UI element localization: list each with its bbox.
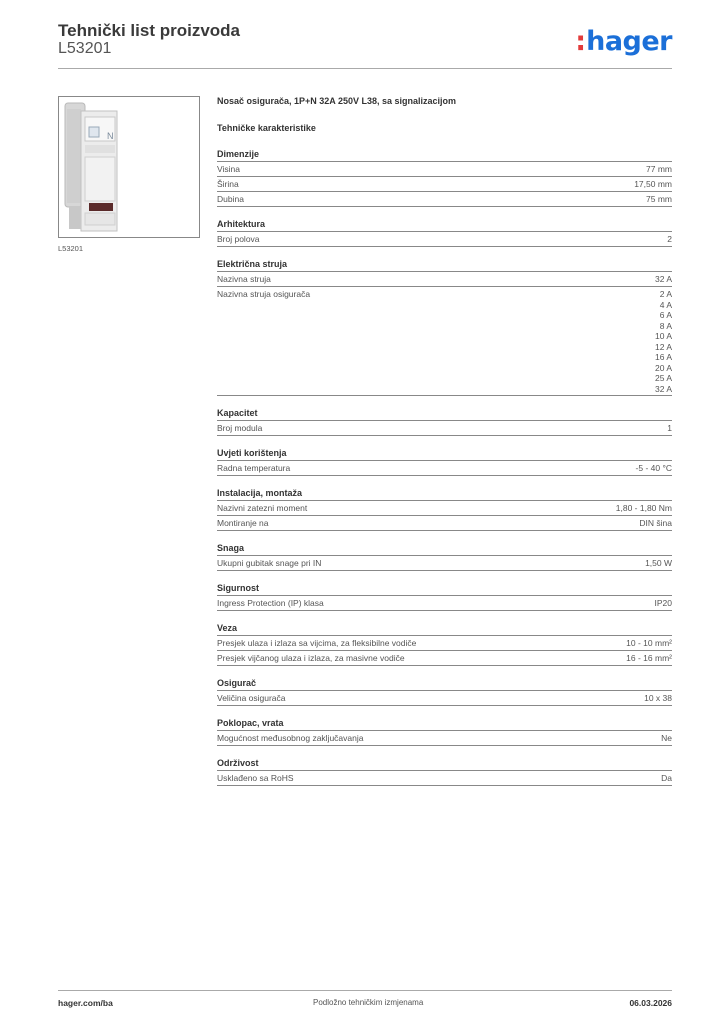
- spec-group: [217, 583, 672, 611]
- footer-date: 06.03.2026: [629, 998, 672, 1008]
- spec-label: Broj polova: [217, 234, 260, 244]
- spec-value-item: 8 A: [659, 320, 672, 331]
- logo-dot: :: [575, 26, 587, 57]
- spec-group-title: Kapacitet: [217, 408, 672, 421]
- spec-value-item: 77 mm: [646, 164, 672, 174]
- spec-row: [217, 232, 672, 247]
- spec-row: [217, 771, 672, 786]
- spec-group-title: Električna struja: [217, 259, 672, 272]
- spec-value-item: 16 - 16 mm²: [626, 653, 672, 663]
- spec-value-item: Da: [661, 773, 672, 783]
- spec-label: Nazivna struja: [217, 274, 271, 284]
- spec-group: [217, 488, 672, 531]
- spec-value-item: 4 A: [659, 299, 672, 310]
- spec-label: Širina: [217, 179, 239, 189]
- footer-divider: [58, 990, 672, 991]
- spec-value-item: 1,50 W: [645, 558, 672, 568]
- spec-group-title: Snaga: [217, 543, 672, 556]
- spec-value: [655, 289, 672, 394]
- spec-row: [217, 272, 672, 287]
- spec-group-title: Održivost: [217, 758, 672, 771]
- spec-value: [636, 463, 672, 474]
- spec-content: [217, 94, 672, 786]
- product-image: [58, 96, 200, 238]
- spec-group-title: Poklopac, vrata: [217, 718, 672, 731]
- spec-row: [217, 421, 672, 436]
- spec-group: [217, 758, 672, 786]
- spec-group-title: Dimenzije: [217, 149, 672, 162]
- spec-row: [217, 556, 672, 571]
- spec-label: Nazivna struja osigurača: [217, 289, 311, 299]
- spec-value-item: 2 A: [659, 289, 672, 299]
- spec-value-item: -5 - 40 °C: [635, 463, 672, 473]
- spec-group-title: Veza: [217, 623, 672, 636]
- spec-value-item: 32 A: [654, 383, 672, 394]
- spec-value: [667, 423, 672, 434]
- spec-row: [217, 691, 672, 706]
- spec-value-item: 75 mm: [646, 194, 672, 204]
- spec-value: [626, 638, 672, 649]
- spec-row: [217, 731, 672, 746]
- spec-label: Veličina osigurača: [217, 693, 286, 703]
- spec-label: Radna temperatura: [217, 463, 291, 473]
- hager-logo[interactable]: [575, 26, 672, 57]
- spec-label: Presjek vijčanog ulaza i izlaza, za masivne vodiče: [217, 653, 405, 663]
- spec-value: [655, 598, 673, 609]
- spec-value-item: 16 A: [654, 352, 672, 362]
- spec-value-item: 25 A: [654, 373, 672, 383]
- fuse-holder-illustration: [59, 97, 199, 237]
- header-divider: [58, 68, 672, 69]
- spec-row: [217, 177, 672, 192]
- svg-text:N: N: [107, 131, 114, 141]
- spec-value-item: 1,80 - 1,80 Nm: [615, 503, 672, 513]
- spec-label: Presjek ulaza i izlaza sa vijcima, za fleksibilne vodiče: [217, 638, 417, 648]
- spec-row: [217, 287, 672, 396]
- footer-notice: Podložno tehničkim izmjenama: [313, 998, 424, 1007]
- spec-value-item: 32 A: [654, 274, 672, 284]
- spec-label: Broj modula: [217, 423, 263, 433]
- spec-group: [217, 718, 672, 746]
- page-title: Tehnički list proizvoda: [58, 21, 240, 40]
- spec-value-item: Ne: [661, 733, 672, 743]
- spec-value: [661, 773, 672, 784]
- spec-row: [217, 651, 672, 666]
- spec-value: [667, 234, 672, 245]
- image-caption: L53201: [58, 244, 84, 253]
- spec-row: [217, 461, 672, 476]
- spec-row: [217, 596, 672, 611]
- spec-value: [626, 653, 672, 664]
- spec-value-item: 2: [667, 234, 672, 244]
- spec-value: [645, 558, 672, 569]
- spec-group: [217, 408, 672, 436]
- spec-value-item: 10 x 38: [644, 693, 672, 703]
- footer-website-link[interactable]: hager.com/ba: [58, 998, 113, 1008]
- spec-group: [217, 448, 672, 476]
- spec-value: [661, 733, 672, 744]
- section-title: Tehničke karakteristike: [217, 123, 316, 133]
- spec-value-item: 10 - 10 mm²: [626, 638, 672, 648]
- spec-label: Visina: [217, 164, 240, 174]
- spec-groups: [217, 149, 672, 786]
- spec-value: [655, 274, 672, 285]
- spec-row: [217, 636, 672, 651]
- product-code: L53201: [58, 40, 112, 57]
- spec-label: Ukupni gubitak snage pri IN: [217, 558, 322, 568]
- spec-value-item: 20 A: [654, 362, 672, 373]
- spec-value: [644, 693, 672, 704]
- spec-value-item: 17,50 mm: [634, 179, 672, 189]
- spec-row: [217, 501, 672, 516]
- spec-value-item: 6 A: [659, 310, 672, 320]
- spec-group: [217, 219, 672, 247]
- spec-group-title: Arhitektura: [217, 219, 672, 232]
- logo-text: hager: [586, 26, 672, 57]
- spec-label: Mogućnost međusobnog zaključavanja: [217, 733, 364, 743]
- spec-value: [646, 194, 672, 205]
- spec-label: Nazivni zatezni moment: [217, 503, 308, 513]
- spec-value: [616, 503, 672, 514]
- spec-label: Dubina: [217, 194, 244, 204]
- spec-group: [217, 149, 672, 207]
- spec-group: [217, 678, 672, 706]
- spec-group: [217, 259, 672, 396]
- spec-value-item: 10 A: [654, 331, 672, 341]
- spec-value: [634, 179, 672, 190]
- spec-value-item: 12 A: [654, 341, 672, 352]
- spec-value-item: 1: [667, 423, 672, 433]
- spec-group: [217, 543, 672, 571]
- spec-value: [639, 518, 672, 529]
- spec-group: [217, 623, 672, 666]
- spec-label: Ingress Protection (IP) klasa: [217, 598, 324, 608]
- spec-value-item: DIN šina: [639, 518, 672, 528]
- spec-group-title: Osigurač: [217, 678, 672, 691]
- spec-value: [646, 164, 672, 175]
- spec-group-title: Uvjeti korištenja: [217, 448, 672, 461]
- spec-group-title: Sigurnost: [217, 583, 672, 596]
- spec-label: Usklađeno sa RoHS: [217, 773, 294, 783]
- spec-row: [217, 192, 672, 207]
- spec-value-item: IP20: [654, 598, 672, 608]
- spec-label: Montiranje na: [217, 518, 269, 528]
- spec-group-title: Instalacija, montaža: [217, 488, 672, 501]
- spec-row: [217, 516, 672, 531]
- spec-row: [217, 162, 672, 177]
- product-description: Nosač osigurača, 1P+N 32A 250V L38, sa signalizacijom: [217, 96, 457, 106]
